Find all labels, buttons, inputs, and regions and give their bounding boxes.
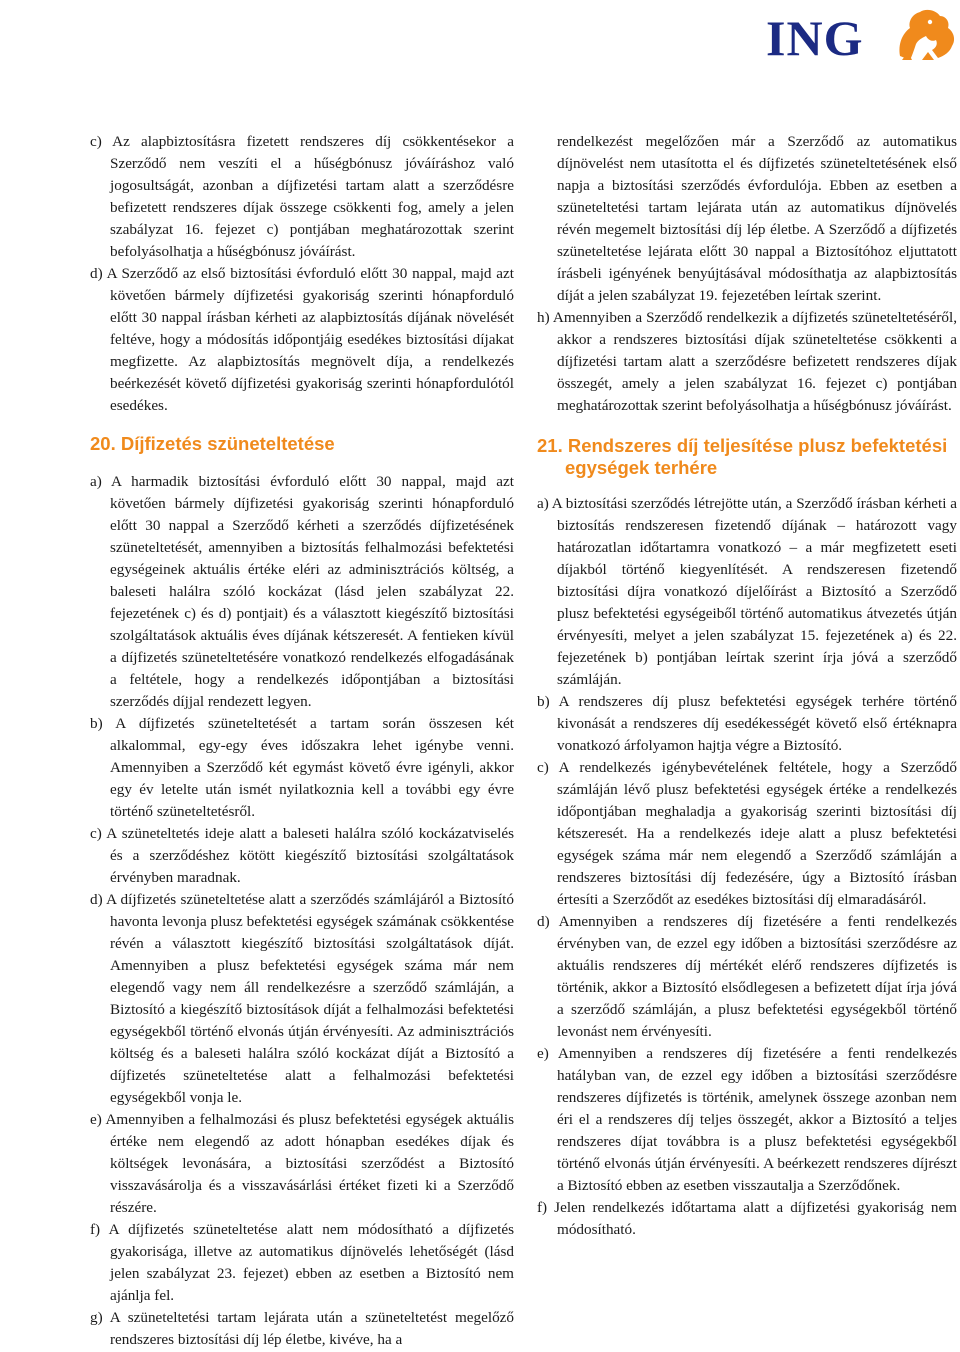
paragraph-21c: c) A rendelkezés igénybevételének feltétele, hogy a Szerződő számláján lévő plusz befektetési egységek értéke a rendelkezés időpontjában meghaladja a gyakoriság szerinti biztosítási díj kétszeresét. Ha a rendelkezés ideje alatt a plusz befektetési egységek száma már nem elegendő a Szerződő számláján a rendszeres biztosítási díj fedezésére, úgy a Biztosító írásban értesíti a Szerződőt az esedékes biztosítási díj elmaradásáról. bbox=[537, 759, 957, 908]
paragraph-20g-continued: rendelkezést megelőzően már a Szerződő az automatikus díjnövelést nem utasította el és díjfizetés szüneteltetésének első napja a biztosítási szerződés évfordulója. Ebben az esetben a szüneteltetési tartam lejárata után az automatikus díjnövelés révén megemelt biztosítási díj lép életbe. A Szerződő a díjfizetés szüneteltetése lejárata előtt 30 nappal a Biztosítóhoz eljuttatott írásbeli igényének benyújtásával módosíthatja az alapbiztosítás díját a jelen szabályzat 19. fejezetében leírtak szerint. bbox=[557, 133, 957, 304]
section-20-heading: 20. Díjfizetés szüneteltetése bbox=[90, 433, 335, 454]
paragraph-20h: h) Amennyiben a Szerződő rendelkezik a díjfizetés szüneteltetéséről, akkor a rendszeres biztosítási díjak szüneteltetése csökkenti a díjfizetési tartam alatt a szerződésre befizetett rendszeres díjak összegét, amely a jelen szabályzat 16. fejezet c) pontjában meghatározottak szerint befolyásolhatja a hűségbónusz jóváírást. bbox=[537, 309, 957, 414]
paragraph-20f: f) A díjfizetés szüneteltetése alatt nem módosítható a díjfizetés gyakorisága, illetve az automatikus díjnövelés lehetőségét (lásd jelen szabályzat 23. fejezet) ebben az esetben a Biztosító nem ajánlja fel. bbox=[90, 1221, 514, 1304]
paragraph-20a: a) A harmadik biztosítási évforduló előtt 30 nappal, majd azt követően bármely díjfizetési gyakoriság szerinti hónapforduló előtt 30 nappal a Szerződő kérheti a szerződés díjfizetésének szüneteltetését, amennyiben a biztosítás felhalmozási befektetési egységeinek aktuális értéke eléri az adminisztrációs költség, a baleseti halálra szóló kockázat (lásd jelen szabályzat 22. fejezetének c) és d) pontjait) és a választott kiegészítő biztosítási szolgáltatások aktuális éves díjának kétszeresét. A fentieken kívül a díjfizetés szüneteltetésére vonatkozó rendelkezés elfogadásának a feltétele, hogy a rendelkezés időpontjában a biztosítási szerződés díjjal rendezett legyen. bbox=[90, 473, 514, 710]
ing-logo bbox=[760, 6, 960, 66]
left-column bbox=[90, 131, 514, 1351]
paragraph-20d: d) A díjfizetés szüneteltetése alatt a szerződés számlájáról a Biztosító havonta levonja plusz befektetési egységek számának csökkentése révén a választott kiegészítő biztosítási szolgáltatások díját. Amennyiben a plusz befektetési egységek száma már nem elegendő vagy nem áll rendelkezésre a szerződő számláján, a Biztosító a kiegészítő biztosítások díját a felhalmozási befektetési egységekből történő elvonás útján érvényesíti. Az adminisztrációs költség és a baleseti halálra szóló kockázat díját a Biztosító a díjfizetés szüneteltetése alatt a felhalmozási befektetési egységekből vonja le. bbox=[90, 891, 514, 1106]
brand-name: ING bbox=[766, 10, 864, 66]
paragraph-20b: b) A díjfizetés szüneteltetését a tartam során összesen két alkalommal, egy-egy éves időszakra lehet igénybe venni. Amennyiben a Szerződő két egymást követő évre igényli, akkor egy év letelte után ismét nyilatkoznia kell a további egy évre történő szüneteltetésről. bbox=[90, 715, 514, 820]
lion-icon bbox=[892, 6, 958, 62]
paragraph-21f: f) Jelen rendelkezés időtartama alatt a díjfizetési gyakoriság nem módosítható. bbox=[537, 1199, 957, 1238]
right-column bbox=[537, 131, 957, 1241]
paragraph-19d: d) A Szerződő az első biztosítási évforduló előtt 30 nappal, majd azt követően bármely díjfizetési gyakoriság szerinti hónapforduló előtt 30 nappal írásban kérheti az alapbiztosítás díjának növelését feltéve, hogy a módosítás időpontjáig esedékes biztosítási díjakat megfizette. Az alapbiztosítás megnövelt díja, a rendelkezés beérkezését követő díjfizetési gyakoriság szerinti hónapfordulótól esedékes. bbox=[90, 265, 514, 414]
paragraph-21e: e) Amennyiben a rendszeres díj fizetésére a fenti rendelkezés hatályban van, de ezzel egy időben a biztosítási szerződésre rendszeres díjfizetés is történik, amelynek összege azonban nem éri el a rendszeres díj teljes összegét, akkor a Biztosító a teljes rendszeres díjat továbbra is a plusz befektetési egységekből történő elvonás útján érvényesíti. A beérkezett rendszeres díjrészt a Biztosító ebben az esetben visszautalja a Szerződőnek. bbox=[537, 1045, 957, 1194]
section-21-heading: 21. Rendszeres díj teljesítése plusz befektetési egységek terhére bbox=[537, 435, 948, 478]
paragraph-21b: b) A rendszeres díj plusz befektetési egységek terhére történő kivonását a rendszeres díj esedékességét követő első értéknapra vonatkozó árfolyamon hajtja végre a Biztosító. bbox=[537, 693, 957, 754]
paragraph-19c: c) Az alapbiztosításra fizetett rendszeres díj csökkentésekor a Szerződő nem veszíti el a hűségbónusz jóváíráshoz való jogosultságát, azonban a díjfizetési tartam alatt a szerződésre befizetett rendszeres díjak összege csökkenti fog, amely a jelen szabályzat 16. fejezet c) pontjában meghatározottak szerint befolyásolhatja a hűségbónusz jóváírást. bbox=[90, 133, 514, 260]
paragraph-20g: g) A szüneteltetési tartam lejárata után a szüneteltetést megelőző rendszeres biztosítási díj lép életbe, kivéve, ha a bbox=[90, 1309, 514, 1348]
paragraph-21a: a) A biztosítási szerződés létrejötte után, a Szerződő írásban kérheti a biztosítás rendszeresen fizetendő díjának – határozott vagy határozatlan időtartamra vonatkozó – a már megfizetett eseti díjakból történő kiegyenlítését. A rendszeresen fizetendő biztosítási díjra vonatkozó díjelőírást a Biztosító a Szerződő plusz befektetési egységeiből történő automatikus átvezetés útján érvényesíti, melyet a jelen szabályzat 15. fejezetének a) és 22. fejezetének b) pontjában leírtak szerint írja jóvá a szerződő számláján. bbox=[537, 495, 957, 688]
paragraph-20e: e) Amennyiben a felhalmozási és plusz befektetési egységek aktuális értéke nem elegendő az adott hónapban esedékes díjak és költségek levonására, a biztosítási szerződést a Biztosító visszavásárolja és a visszavásárlási értéket fizeti ki a Szerződő részére. bbox=[90, 1111, 514, 1216]
paragraph-20c: c) A szüneteltetés ideje alatt a baleseti halálra szóló kockázatviselés és a szerződéshez kötött kiegészítő biztosítási szolgáltatások érvényben maradnak. bbox=[90, 825, 514, 886]
paragraph-21d: d) Amennyiben a rendszeres díj fizetésére a fenti rendelkezés érvényben van, de ezzel egy időben a biztosítási szerződésre az aktuális rendszeres díj mértékét elérő rendszeres díjfizetés is történik, akkor a Biztosító elsődlegesen a befizetett díjat írja jóvá a szerződő számláján, a plusz befektetési egységekből történő levonást nem érvényesíti. bbox=[537, 913, 957, 1040]
